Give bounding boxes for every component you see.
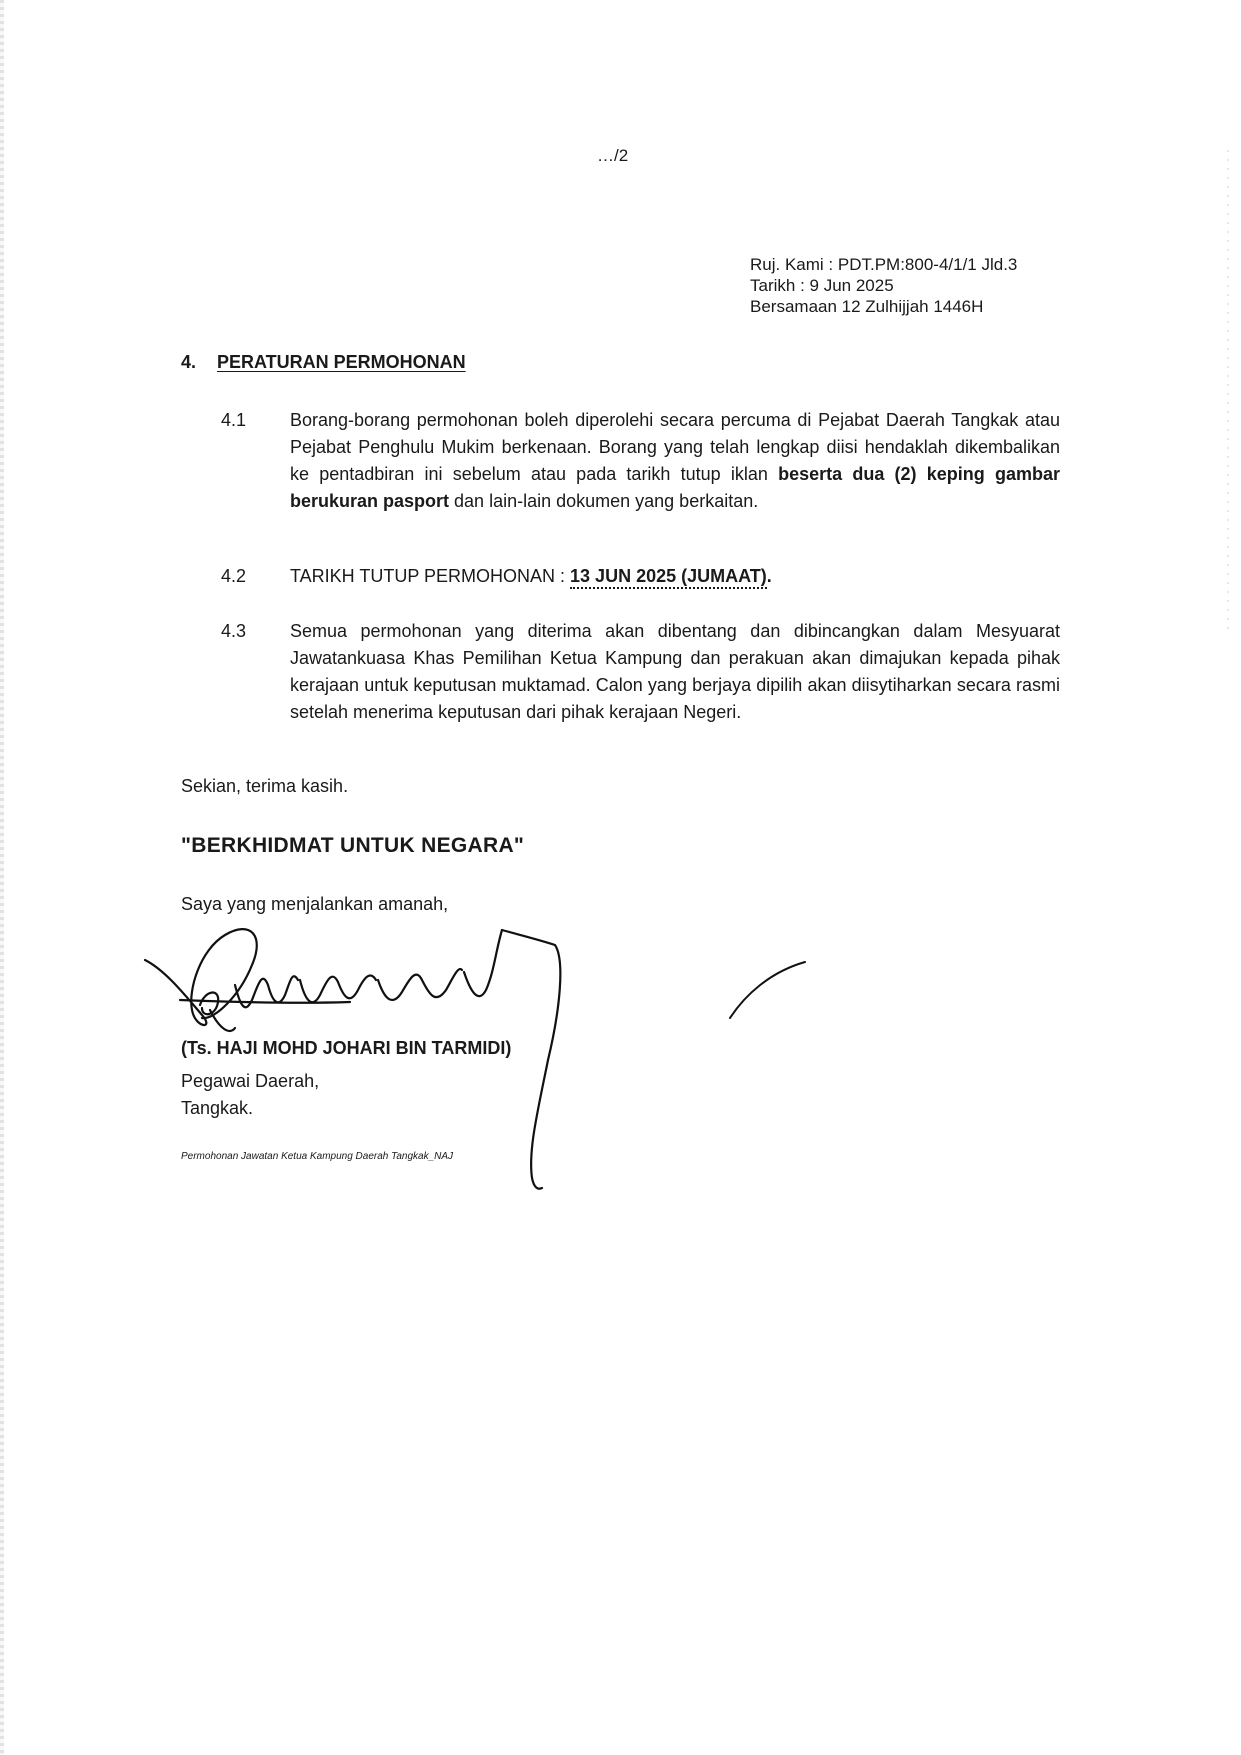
section-heading [181, 352, 466, 373]
closing-date-label: TARIKH TUTUP PERMOHONAN : [290, 566, 571, 586]
reference-date: Tarikh : 9 Jun 2025 [750, 276, 894, 295]
reference-block [750, 254, 1017, 317]
item-text [290, 407, 1060, 515]
reference-hijri-date: Bersamaan 12 Zulhijjah 1446H [750, 297, 984, 316]
item-text [290, 563, 1060, 590]
signer-position: Pegawai Daerah, [181, 1071, 320, 1091]
list-item [221, 407, 1061, 547]
item-number: 4.2 [221, 566, 247, 586]
motto: "BERKHIDMAT UNTUK NEGARA" [181, 834, 525, 857]
item-text-part: Borang-borang permohonan boleh diperolehi secara percuma di Pejabat Daerah Tangkak atau Pejabat Penghulu Mukim berkenaan. Borang yang telah lengkap diisi hendaklah dikembalikan ke pentadbiran ini sebelum atau pada tarikh tutup iklan [290, 410, 1060, 484]
signer-location: Tangkak. [181, 1098, 254, 1118]
mandate-line: Saya yang menjalankan amanah, [181, 894, 449, 914]
footer-reference: Permohonan Jawatan Ketua Kampung Daerah Tangkak_NAJ [181, 1151, 454, 1162]
list-item [221, 618, 1061, 758]
list-item [221, 563, 1061, 593]
section-number: 4. [181, 352, 197, 372]
pen-mark [720, 960, 810, 1020]
page-number: …/2 [597, 146, 629, 165]
scan-edge-artifact [1227, 150, 1229, 630]
signer-name: (Ts. HAJI MOHD JOHARI BIN TARMIDI) [181, 1038, 512, 1058]
item-number: 4.1 [221, 410, 247, 430]
item-text: Semua permohonan yang diterima akan dibentang dan dibincangkan dalam Mesyuarat Jawatankuasa Khas Pemilihan Ketua Kampung dan perakuan akan dimajukan kepada pihak kerajaan untuk keputusan muktamad. Calon yang berjaya dipilih akan diisytiharkan secara rasmi setelah menerima keputusan dari pihak kerajaan Negeri. [290, 621, 1060, 722]
closing-date-suffix: . [766, 566, 772, 586]
item-text-emphasis: beserta dua (2) keping gambar berukuran pasport [290, 464, 1060, 511]
closing-date-value: 13 JUN 2025 (JUMAAT) [570, 566, 767, 589]
item-text-part: dan lain-lain dokumen yang berkaitan. [449, 491, 759, 511]
signer-details [181, 1068, 319, 1122]
item-number: 4.3 [221, 621, 247, 641]
section-title: PERATURAN PERMOHONAN [217, 352, 466, 372]
scan-edge-artifact [0, 0, 4, 1755]
closing-line: Sekian, terima kasih. [181, 776, 349, 796]
reference-number: Ruj. Kami : PDT.PM:800-4/1/1 Jld.3 [750, 255, 1018, 274]
